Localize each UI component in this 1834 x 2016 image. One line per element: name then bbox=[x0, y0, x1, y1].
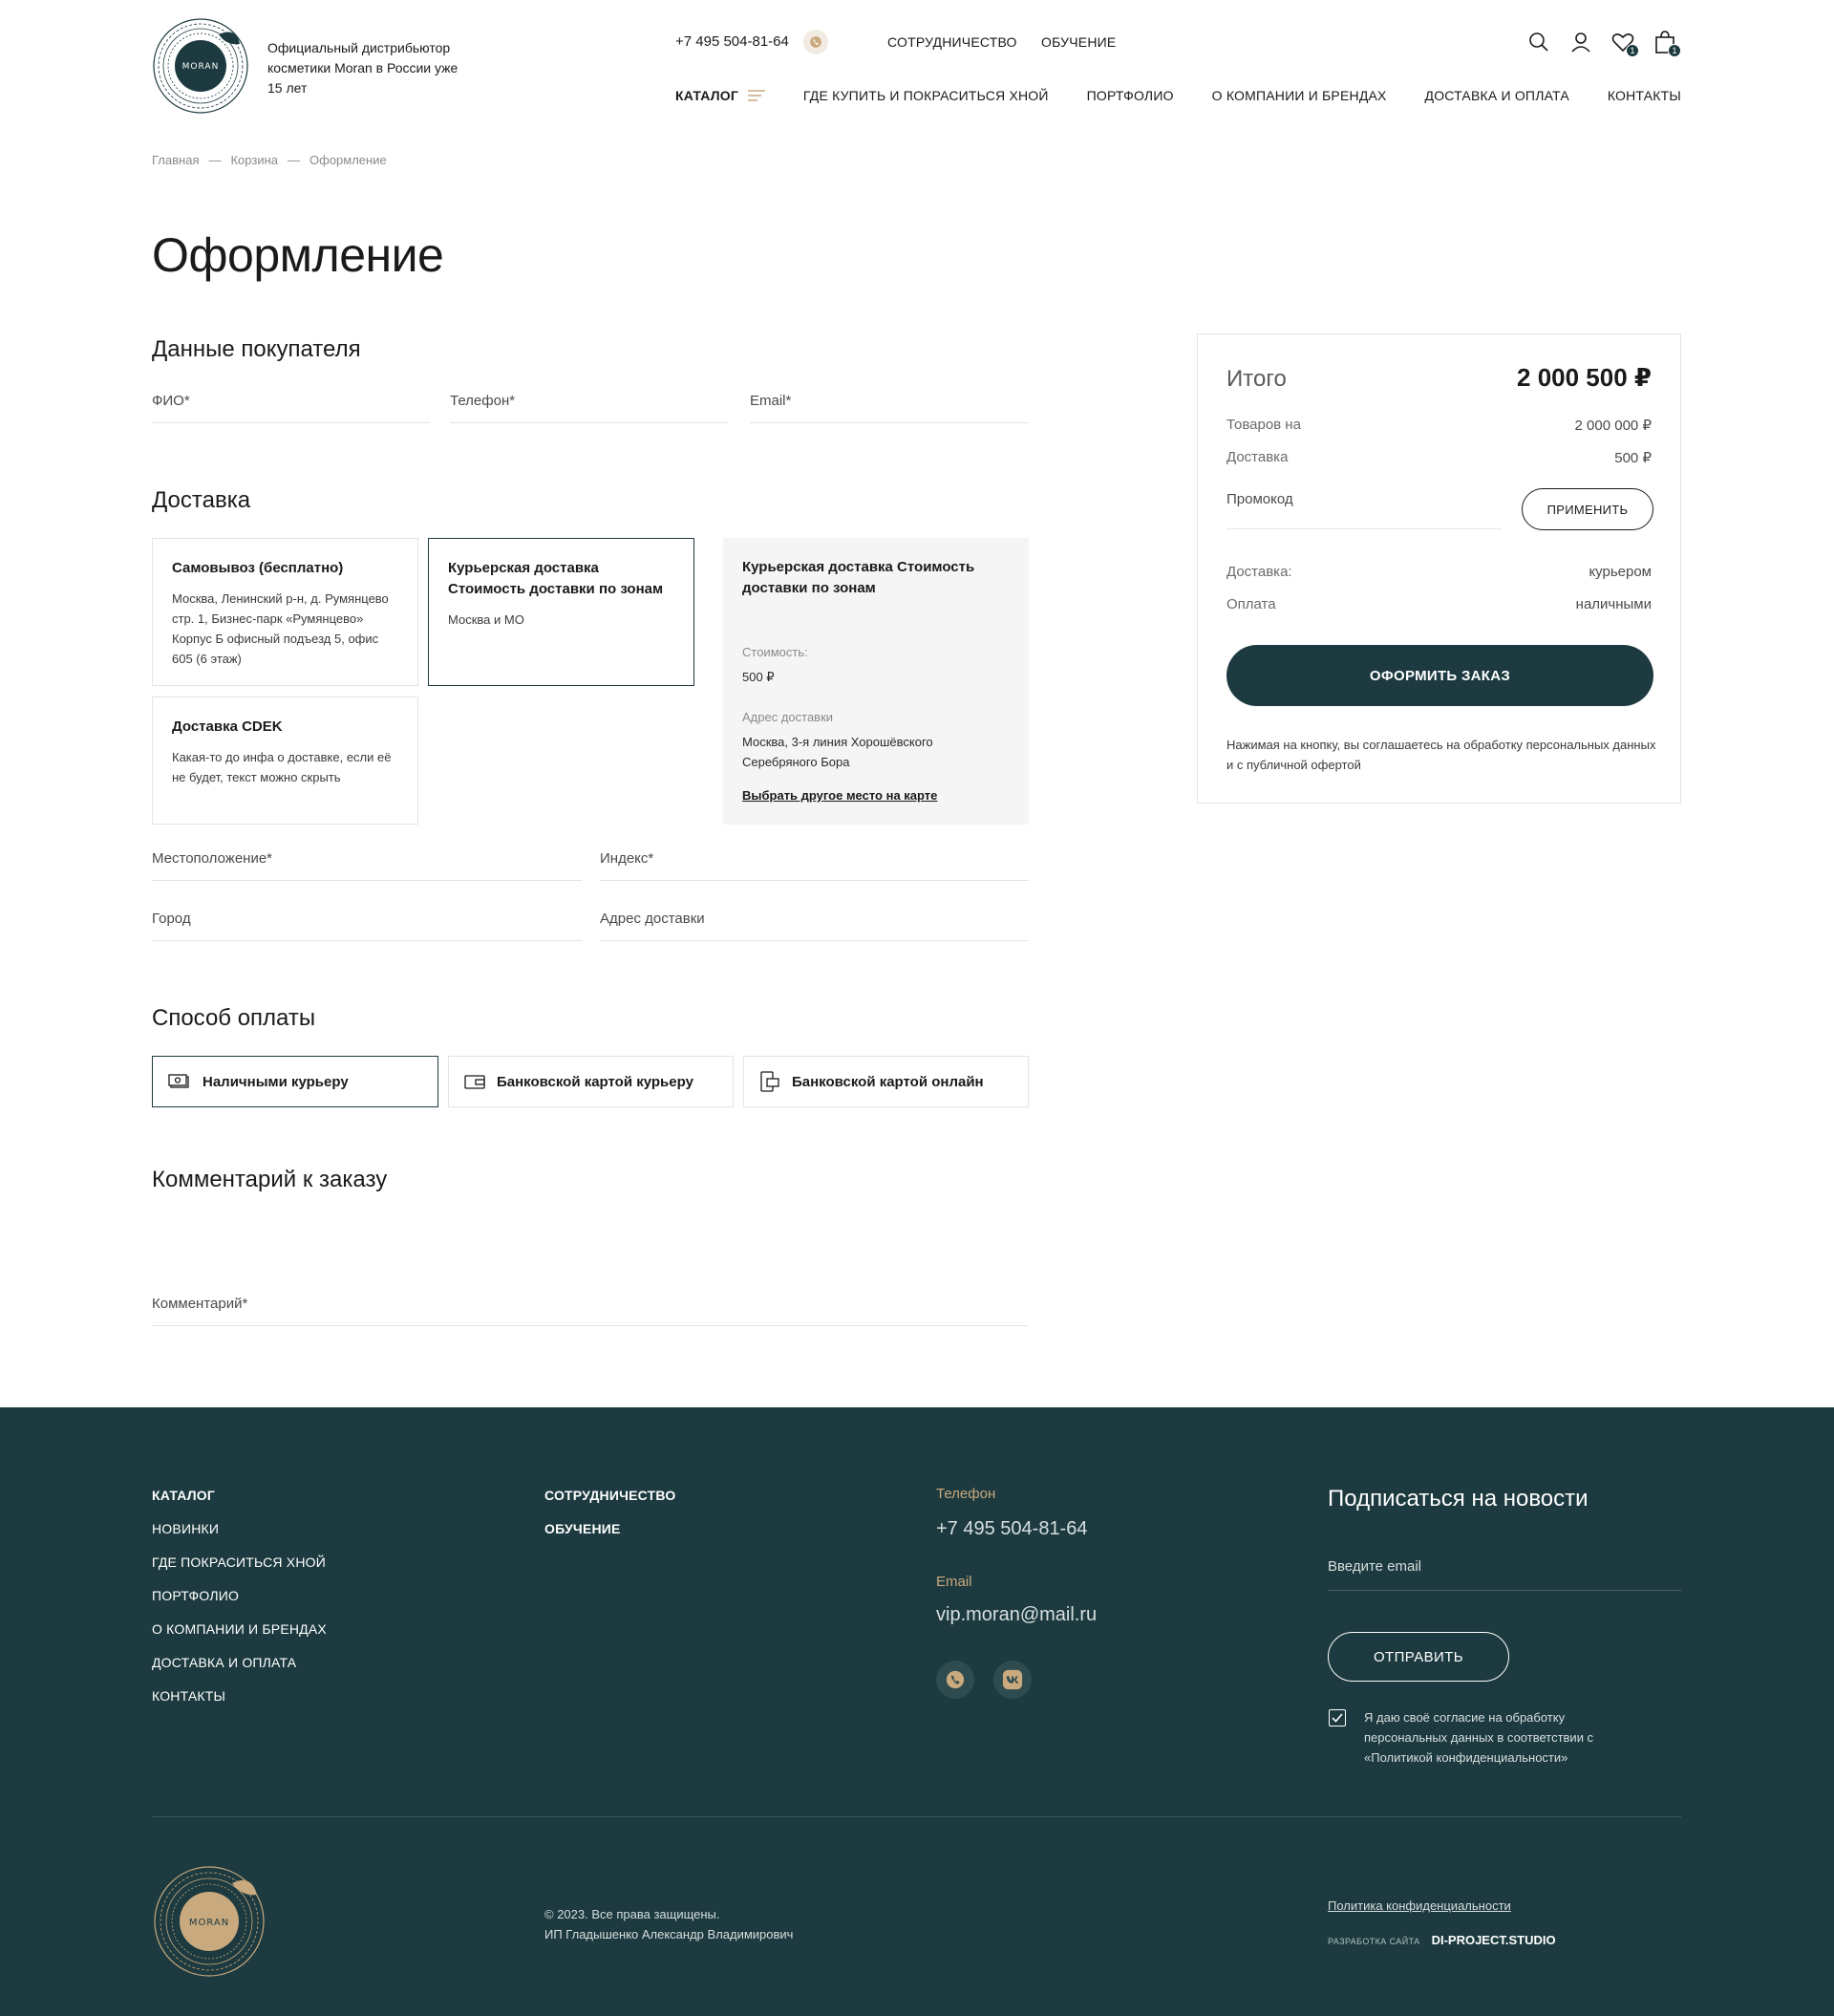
total-value: 2 000 500 ₽ bbox=[1517, 363, 1652, 392]
delivery-option-text: Москва, Ленинский р-н, д. Румянцево стр. 1, Бизнес-парк «Румянцево» Корпус Б офисный подъезд 5, офис 605 (6 этаж) bbox=[172, 591, 389, 666]
delivery-option-text: Какая-то до инфа о доставке, если её не будет, текст можно скрыть bbox=[172, 750, 392, 784]
city-field-label: Город bbox=[152, 911, 191, 927]
svg-text:MORAN: MORAN bbox=[181, 62, 220, 72]
goods-row bbox=[1226, 417, 1652, 434]
footer-link-about[interactable]: О КОМПАНИИ И БРЕНДАХ bbox=[152, 1621, 327, 1637]
total-row bbox=[1226, 363, 1652, 393]
nav-where-to-buy[interactable]: ГДЕ КУПИТЬ И ПОКРАСИТЬСЯ ХНОЙ bbox=[802, 88, 1049, 103]
search-icon[interactable] bbox=[1526, 29, 1551, 55]
city-field[interactable] bbox=[152, 911, 582, 941]
tagline: Официальный дистрибьютор косметики Moran в России уже 15 лет bbox=[267, 40, 458, 96]
nav-catalog[interactable] bbox=[675, 88, 765, 103]
delivery-option-courier[interactable] bbox=[428, 538, 694, 686]
copyright-line-1: © 2023. Все права защищены. bbox=[544, 1907, 720, 1921]
developer-credit bbox=[1328, 1933, 1556, 1947]
nav-about[interactable]: О КОМПАНИИ И БРЕНДАХ bbox=[1211, 88, 1387, 103]
site-header bbox=[0, 0, 1834, 124]
footer-link-delivery[interactable]: ДОСТАВКА И ОПЛАТА bbox=[152, 1655, 297, 1670]
cart-icon[interactable] bbox=[1653, 29, 1677, 55]
payment-cash[interactable] bbox=[152, 1056, 438, 1107]
delivery-option-pickup[interactable] bbox=[152, 538, 418, 686]
footer-divider bbox=[152, 1816, 1681, 1817]
comment-field[interactable] bbox=[152, 1296, 1029, 1326]
address-value: Москва, 3-я линия Хорошёвского Серебряного Бора bbox=[742, 735, 933, 769]
place-order-button[interactable]: ОФОРМИТЬ ЗАКАЗ bbox=[1226, 645, 1653, 706]
payment-method-label: Оплата bbox=[1226, 596, 1276, 612]
delivery-cost-value: 500 ₽ bbox=[1614, 450, 1652, 466]
delivery-method-label: Доставка: bbox=[1226, 564, 1292, 580]
footer-logo[interactable] bbox=[152, 1864, 267, 1979]
developer-label: РАЗРАБОТКА САЙТА bbox=[1328, 1937, 1420, 1946]
courier-info-panel bbox=[723, 538, 1029, 825]
email-field[interactable] bbox=[750, 393, 1029, 423]
phone-field-label: Телефон* bbox=[450, 393, 516, 409]
payment-card-courier[interactable] bbox=[448, 1056, 734, 1107]
online-payment-icon bbox=[759, 1071, 780, 1092]
consent-text: Я даю своё согласие на обработку персональных данных в соответствии с «Политикой конфиденциальности» bbox=[1364, 1710, 1594, 1765]
delivery-cost-label: Доставка bbox=[1226, 449, 1289, 465]
name-field-label: ФИО* bbox=[152, 393, 190, 409]
delivery-cost-row bbox=[1226, 449, 1652, 466]
delivery-option-cdek[interactable] bbox=[152, 697, 418, 825]
subscribe-title: Подписаться на новости bbox=[1328, 1486, 1589, 1512]
apply-promo-button[interactable]: ПРИМЕНИТЬ bbox=[1522, 488, 1653, 530]
cart-badge: 1 bbox=[1668, 44, 1681, 57]
footer-link-catalog[interactable]: КАТАЛОГ bbox=[152, 1488, 215, 1503]
address-field-label: Адрес доставки bbox=[600, 911, 705, 927]
index-field[interactable] bbox=[600, 850, 1029, 881]
delivery-option-title: Курьерская доставка Стоимость доставки по зонам bbox=[448, 560, 664, 597]
email-field-label: Email* bbox=[750, 393, 792, 409]
footer-link-contacts[interactable]: КОНТАКТЫ bbox=[152, 1688, 226, 1704]
address-label: Адрес доставки bbox=[742, 710, 834, 724]
heart-icon[interactable] bbox=[1610, 29, 1635, 55]
address-field[interactable] bbox=[600, 911, 1029, 941]
nav-catalog-label: КАТАЛОГ bbox=[675, 88, 738, 103]
favorites-badge: 1 bbox=[1626, 44, 1639, 57]
check-icon bbox=[1332, 1713, 1343, 1723]
payment-card-online-label: Банковской картой онлайн bbox=[792, 1073, 984, 1090]
whatsapp-icon[interactable] bbox=[936, 1661, 974, 1699]
payment-card-online[interactable] bbox=[743, 1056, 1029, 1107]
privacy-policy-link[interactable]: Политика конфиденциальности bbox=[1328, 1898, 1511, 1913]
copyright bbox=[544, 1904, 793, 1944]
breadcrumb bbox=[152, 153, 387, 167]
cost-label: Стоимость: bbox=[742, 645, 808, 659]
wallet-icon bbox=[464, 1073, 485, 1090]
promo-input[interactable]: Промокод bbox=[1226, 491, 1502, 529]
location-field[interactable] bbox=[152, 850, 582, 881]
breadcrumb-current: Оформление bbox=[309, 153, 387, 167]
nav-contacts[interactable]: КОНТАКТЫ bbox=[1607, 88, 1681, 103]
phone-field[interactable] bbox=[450, 393, 729, 423]
header-phone[interactable]: +7 495 504-81-64 bbox=[675, 33, 789, 50]
delivery-option-title: Доставка CDEK bbox=[172, 718, 283, 735]
cost-value: 500 ₽ bbox=[742, 670, 775, 684]
footer-link-new[interactable]: НОВИНКИ bbox=[152, 1521, 220, 1536]
menu-icon bbox=[748, 90, 765, 101]
top-link-cooperation[interactable]: СОТРУДНИЧЕСТВО bbox=[887, 34, 1017, 50]
vk-icon[interactable] bbox=[993, 1661, 1032, 1699]
nav-delivery[interactable]: ДОСТАВКА И ОПЛАТА bbox=[1424, 88, 1569, 103]
footer-link-portfolio[interactable]: ПОРТФОЛИО bbox=[152, 1588, 240, 1603]
footer-email-label: Email bbox=[936, 1574, 972, 1590]
delivery-option-title: Самовывоз (бесплатно) bbox=[172, 560, 344, 576]
footer-link-where[interactable]: ГДЕ ПОКРАСИТЬСЯ ХНОЙ bbox=[152, 1555, 327, 1570]
comment-section-title: Комментарий к заказу bbox=[152, 1167, 388, 1192]
name-field[interactable] bbox=[152, 393, 431, 423]
payment-cash-label: Наличными курьеру bbox=[203, 1073, 349, 1090]
footer-phone[interactable]: +7 495 504-81-64 bbox=[936, 1518, 1088, 1539]
user-icon[interactable] bbox=[1568, 29, 1593, 55]
index-field-label: Индекс* bbox=[600, 850, 654, 867]
moran-logo[interactable] bbox=[152, 17, 249, 115]
footer-link-cooperation[interactable]: СОТРУДНИЧЕСТВО bbox=[544, 1488, 676, 1503]
payment-method-row bbox=[1226, 596, 1652, 612]
consent-checkbox[interactable] bbox=[1329, 1709, 1346, 1726]
order-note: Нажимая на кнопку, вы соглашаетесь на обработку персональных данных и с публичной офертой bbox=[1226, 738, 1656, 772]
buyer-section-title: Данные покупателя bbox=[152, 336, 361, 362]
breadcrumb-sep: — bbox=[208, 153, 222, 167]
courier-info-title: Курьерская доставка Стоимость доставки по зонам bbox=[742, 559, 975, 596]
header-icons bbox=[1526, 29, 1677, 55]
breadcrumb-sep: — bbox=[288, 153, 301, 167]
page-title: Оформление bbox=[152, 228, 444, 282]
footer-email[interactable]: vip.moran@mail.ru bbox=[936, 1604, 1098, 1625]
order-summary bbox=[1197, 333, 1681, 804]
delivery-method-row bbox=[1226, 564, 1652, 580]
total-label: Итого bbox=[1226, 366, 1287, 392]
payment-section-title: Способ оплаты bbox=[152, 1005, 316, 1031]
svg-text:MORAN: MORAN bbox=[188, 1918, 230, 1928]
cash-icon bbox=[168, 1072, 191, 1091]
subscribe-email-input[interactable]: Введите email bbox=[1328, 1558, 1681, 1591]
nav-portfolio[interactable]: ПОРТФОЛИО bbox=[1086, 88, 1174, 103]
breadcrumb-cart[interactable]: Корзина bbox=[230, 153, 279, 167]
footer-phone-label: Телефон bbox=[936, 1486, 996, 1502]
whatsapp-icon[interactable] bbox=[803, 30, 828, 54]
top-link-training[interactable]: ОБУЧЕНИЕ bbox=[1041, 34, 1117, 50]
delivery-option-text: Москва и МО bbox=[448, 612, 524, 627]
location-field-label: Местоположение* bbox=[152, 850, 272, 867]
choose-on-map-link[interactable]: Выбрать другое место на карте bbox=[742, 788, 938, 803]
developer-name[interactable]: DI-PROJECT.STUDIO bbox=[1431, 1933, 1556, 1947]
footer-link-training[interactable]: ОБУЧЕНИЕ bbox=[544, 1521, 621, 1536]
delivery-section-title: Доставка bbox=[152, 487, 251, 513]
subscribe-button[interactable]: ОТПРАВИТЬ bbox=[1328, 1632, 1509, 1682]
main-nav bbox=[675, 86, 1681, 105]
breadcrumb-home[interactable]: Главная bbox=[152, 153, 200, 167]
payment-card-courier-label: Банковской картой курьеру bbox=[497, 1073, 693, 1090]
footer-col-secondary bbox=[544, 1487, 675, 1554]
copyright-line-2: ИП Гладышенко Александр Владимирович bbox=[544, 1927, 794, 1941]
goods-label: Товаров на bbox=[1226, 417, 1301, 433]
footer-col-main bbox=[152, 1487, 327, 1721]
site-footer bbox=[0, 1407, 1834, 2016]
delivery-method-value: курьером bbox=[1589, 564, 1652, 580]
payment-method-value: наличными bbox=[1575, 596, 1652, 612]
comment-field-label: Комментарий* bbox=[152, 1296, 248, 1312]
goods-value: 2 000 000 ₽ bbox=[1574, 418, 1652, 434]
